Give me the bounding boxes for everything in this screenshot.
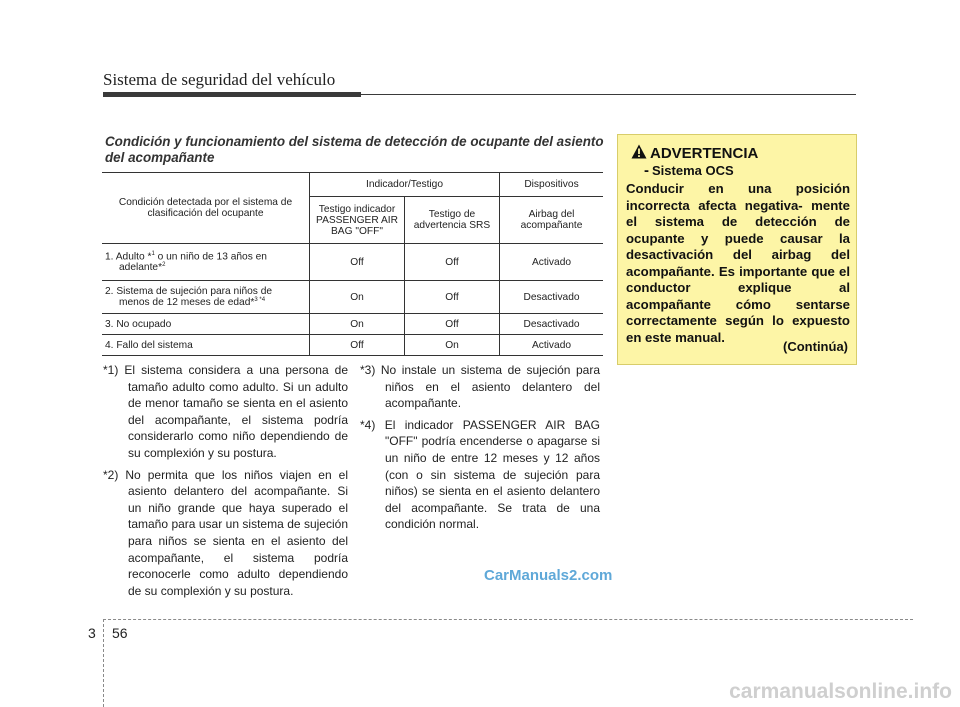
- table-cell: Off: [405, 314, 500, 335]
- table-header-devices: Dispositivos: [500, 173, 604, 197]
- table-row: [102, 335, 603, 356]
- table-cell-condition: 4. Fallo del sistema: [102, 335, 310, 356]
- footnote-2: *2) No permita que los niños viajen en el asiento delantero del acompañante. Si un niño grande que haya superado el tamaño para usar un sistema de sujeción para niños se sienta en el asiento del acompañante, el sistema podría reconocerle como adulto dependiendo de su complexión y su postura.: [103, 467, 348, 598]
- table-subheader-passenger-airbag-indicator: Testigo indicador PASSENGER AIR BAG "OFF": [310, 197, 405, 244]
- page-number: 56: [112, 625, 128, 641]
- footnote-3: *3) No instale un sistema de sujeción para niños en el asiento delantero del acompañante.: [360, 363, 600, 411]
- table-cell: Desactivado: [500, 281, 604, 314]
- table-cell-condition: 3. No ocupado: [102, 314, 310, 335]
- warning-continued: (Continúa): [783, 339, 848, 354]
- section-heading: Condición y funcionamiento del sistema de detección de ocupante del asiento del acompañante: [105, 134, 604, 165]
- table-cell: Off: [310, 335, 405, 356]
- table-subheader-srs-warning: Testigo de advertencia SRS: [405, 197, 500, 244]
- page-header-title: Sistema de seguridad del vehículo: [103, 70, 336, 89]
- table-cell-condition: 2. Sistema de sujeción para niños de menos de 12 meses de edad*$^3$ $^{*4}$: [102, 281, 310, 314]
- table-row: [102, 244, 603, 281]
- table-cell: Off: [405, 244, 500, 281]
- chapter-number: 3: [88, 625, 96, 641]
- site-watermark: CarManuals2.com: [484, 567, 613, 584]
- table-header-condition: Condición detectada por el sistema de clasificación del ocupante: [102, 173, 310, 244]
- table-row: [102, 281, 603, 314]
- table-cell: On: [310, 314, 405, 335]
- footnote-1: *1) El sistema considera a una persona de tamaño adulto como adulto. Si un adulto de menor tamaño se sienta en el asiento del acompañante, el sistema podría considerarlo como niño dependiendo de su complexión y su postura.: [103, 363, 348, 460]
- table-subheader-passenger-airbag: Airbag del acompañante: [500, 197, 604, 244]
- footnote-4: *4) El indicador PASSENGER AIR BAG "OFF" podría encenderse o apagarse si un niño de entre 12 meses y 12 años (con o sin sistema de sujeción para niños) se sienta en el asiento delantero del acompañante. Se trata de una condición normal.: [360, 417, 600, 532]
- table-header-indicator: Indicador/Testigo: [310, 173, 500, 197]
- footnotes-left-column: [103, 362, 348, 604]
- footnotes-right-column: [360, 362, 600, 538]
- table-cell: Activado: [500, 244, 604, 281]
- table-cell: Off: [310, 244, 405, 281]
- table-cell: On: [310, 281, 405, 314]
- warning-text: Conducir en una posición incorrecta afecta negativa- mente el sistema de detección de ocupante y puede causar la desactivación del airbag del acompañante. Es importante que el conductor explique al acompañante cómo sentarse correctamente según lo expuesto en este manual.: [626, 181, 850, 345]
- footer-divider: [103, 619, 913, 620]
- table-cell: Activado: [500, 335, 604, 356]
- table-cell: Desactivado: [500, 314, 604, 335]
- header-rule-thin: [361, 94, 856, 95]
- warning-box: [617, 134, 857, 365]
- table-cell-condition: 1. Adulto *$^1$ o un niño de 13 años en adelante*$^2$: [102, 244, 310, 281]
- occupant-condition-table: [102, 172, 603, 356]
- footer-watermark: carmanualsonline.info: [729, 680, 952, 703]
- warning-subtitle: - Sistema OCS: [644, 162, 734, 179]
- table-cell: Off: [405, 281, 500, 314]
- warning-triangle-icon: [631, 144, 647, 159]
- table-cell: On: [405, 335, 500, 356]
- header-rule-thick: [103, 92, 361, 97]
- table-row: [102, 314, 603, 335]
- footer-vertical-divider: [103, 619, 104, 707]
- warning-title: ADVERTENCIA: [650, 145, 759, 162]
